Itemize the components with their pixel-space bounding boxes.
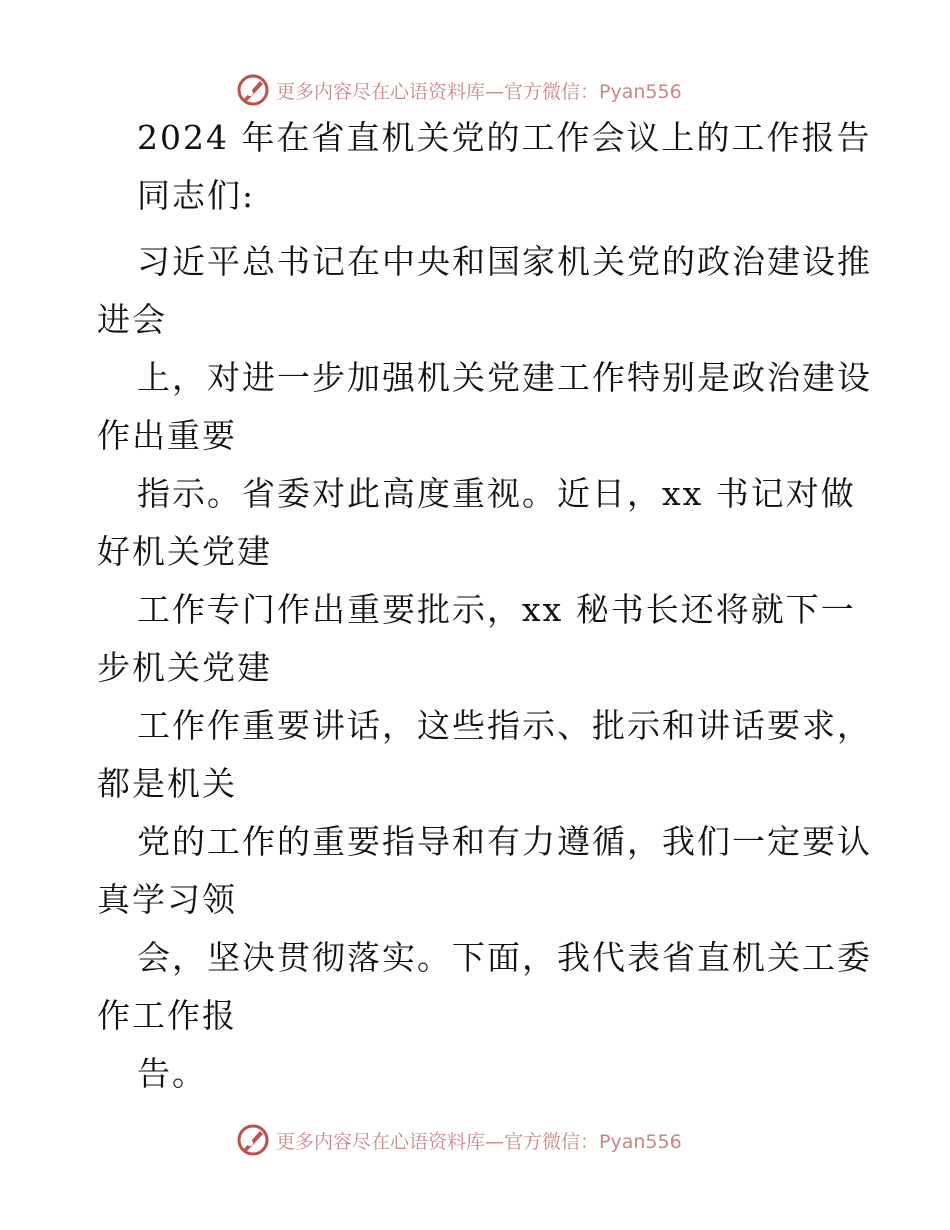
- watermark-text: 更多内容尽在心语资料库—官方微信：Pyan556: [276, 80, 682, 103]
- text-line: 作工作报: [97, 996, 237, 1035]
- text-line: 工作专门作出重要批示，xx 秘书长还将就下一: [137, 590, 856, 629]
- text-line: 都是机关: [97, 764, 237, 803]
- text-line: 工作作重要讲话，这些指示、批示和讲话要求，: [137, 706, 872, 745]
- text-line: 会，坚决贯彻落实。下面，我代表省直机关工委: [137, 938, 872, 977]
- text-line: 指示。省委对此高度重视。近日，xx 书记对做: [137, 474, 856, 513]
- text-line: 党的工作的重要指导和有力遵循，我们一定要认: [137, 822, 872, 861]
- text-line: 告。: [137, 1054, 207, 1093]
- text-line: 进会: [97, 300, 167, 339]
- text-line: 同志们:: [137, 176, 256, 215]
- text-line: 步机关党建: [97, 648, 272, 687]
- document-title: 2024 年在省直机关党的工作会议上的工作报告: [137, 118, 872, 157]
- watermark-banner-top: [236, 72, 682, 108]
- pen-logo-icon: [236, 73, 270, 107]
- text-line: 习近平总书记在中央和国家机关党的政治建设推: [137, 242, 872, 281]
- watermark-banner-bottom: [236, 1122, 682, 1158]
- text-line: 好机关党建: [97, 532, 272, 571]
- text-line: 作出重要: [97, 416, 237, 455]
- watermark-text: 更多内容尽在心语资料库—官方微信：Pyan556: [276, 1130, 682, 1153]
- text-line: 真学习领: [97, 880, 237, 919]
- pen-logo-icon: [236, 1123, 270, 1157]
- text-line: 上，对进一步加强机关党建工作特别是政治建设: [137, 358, 872, 397]
